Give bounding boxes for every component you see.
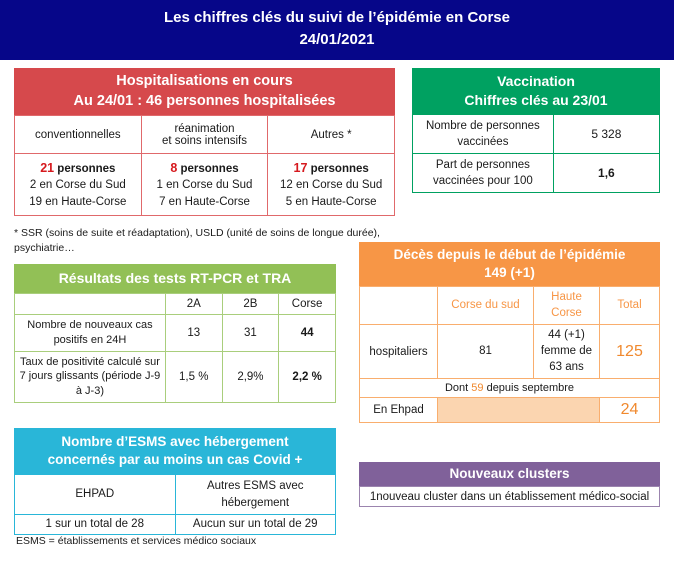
deces-hospitaliers-haute-corse: 44 (+1) femme de 63 ans xyxy=(534,325,600,379)
deces-col-corse-du-sud: Corse du sud xyxy=(438,287,534,325)
table-row xyxy=(15,475,336,514)
deces-hospitaliers-corse-du-sud: 81 xyxy=(438,325,534,379)
tests-title: Résultats des tests RT-PCR et TRA xyxy=(14,264,336,293)
tests-card xyxy=(14,264,336,403)
vaccination-label-count: Nombre de personnes vaccinées xyxy=(413,114,554,153)
hosp-col-label-2: et soins intensifs xyxy=(161,134,247,147)
hosp-detail-2: 19 en Haute-Corse xyxy=(29,195,127,208)
deces-row-label-hospitaliers: hospitaliers xyxy=(360,325,438,379)
vaccination-label-rate: Part de personnes vaccinées pour 100 xyxy=(413,153,554,192)
hosp-cell-reanimation xyxy=(141,154,268,216)
hosp-cell-autres xyxy=(268,154,395,216)
page-banner xyxy=(0,0,674,60)
table-row xyxy=(360,325,660,379)
tests-col-blank xyxy=(15,293,166,314)
tests-positivity-2b: 2,9% xyxy=(222,351,279,403)
vaccination-table xyxy=(412,114,660,193)
hosp-col-label: réanimation xyxy=(174,122,235,135)
deces-row-label-ehpad: En Ehpad xyxy=(360,398,438,423)
esms-table xyxy=(14,474,336,534)
vaccination-value-count: 5 328 xyxy=(553,114,659,153)
vaccination-value-rate: 1,6 xyxy=(553,153,659,192)
vaccination-header xyxy=(412,68,660,114)
table-row xyxy=(15,314,336,351)
hosp-count-unit: personnes xyxy=(180,162,239,175)
page-title: Les chiffres clés du suivi de l’épidémie en Corse xyxy=(164,9,510,26)
deces-ehpad-empty-cell xyxy=(438,398,600,423)
deces-header xyxy=(359,242,660,286)
hosp-count: 8 xyxy=(170,160,178,175)
table-row xyxy=(15,351,336,403)
esms-value-autres: Aucun sur un total de 29 xyxy=(175,514,336,534)
deces-note-value: 59 xyxy=(471,382,484,395)
deces-table xyxy=(359,286,660,423)
esms-col-autres: Autres ESMS avec hébergement xyxy=(175,475,336,514)
vaccination-subtitle: Chiffres clés au 23/01 xyxy=(464,91,608,108)
esms-title: Nombre d’ESMS avec hébergement xyxy=(61,434,289,449)
page-date: 24/01/2021 xyxy=(299,30,375,48)
hosp-count-unit: personnes xyxy=(57,162,116,175)
hosp-detail-1: 12 en Corse du Sud xyxy=(280,179,383,192)
vaccination-title: Vaccination xyxy=(497,73,575,89)
table-row xyxy=(15,154,395,216)
hospitalisations-table xyxy=(14,115,395,216)
deces-title: Décès depuis le début de l’épidémie xyxy=(393,247,626,262)
tests-newcases-2b: 31 xyxy=(222,314,279,351)
hospitalisations-footnote: * SSR (soins de suite et réadaptation), USLD (unité de soins de longue durée), psychiatrie… xyxy=(14,227,380,254)
deces-col-blank xyxy=(360,287,438,325)
tests-col-2b: 2B xyxy=(222,293,279,314)
esms-col-ehpad: EHPAD xyxy=(15,475,176,514)
table-row xyxy=(360,379,660,398)
hosp-count: 17 xyxy=(293,160,308,175)
hosp-col-autres xyxy=(268,116,395,154)
table-row xyxy=(360,398,660,423)
hosp-col-label: Autres * xyxy=(310,128,352,141)
clusters-title: Nouveaux clusters xyxy=(359,462,660,486)
deces-ehpad-total: 24 xyxy=(600,398,660,423)
table-row xyxy=(15,116,395,154)
tests-positivity-2a: 1,5 % xyxy=(165,351,222,403)
hosp-detail-2: 7 en Haute-Corse xyxy=(159,195,250,208)
deces-note-suffix: depuis septembre xyxy=(483,382,575,395)
tests-row-label-positivity: Taux de positivité calculé sur 7 jours glissants (période J-9 à J-3) xyxy=(15,351,166,403)
table-row xyxy=(360,287,660,325)
hosp-count-unit: personnes xyxy=(310,162,369,175)
table-row xyxy=(413,153,660,192)
hosp-detail-1: 2 en Corse du Sud xyxy=(29,179,126,192)
esms-header xyxy=(14,428,336,474)
hosp-detail-1: 1 en Corse du Sud xyxy=(156,179,253,192)
hospitalisations-subtitle: Au 24/01 : 46 personnes hospitalisées xyxy=(73,92,336,109)
hosp-cell-conventionnelles xyxy=(15,154,142,216)
hosp-col-reanimation xyxy=(141,116,268,154)
clusters-card xyxy=(359,462,660,507)
hosp-count-line xyxy=(144,159,266,178)
esms-footnote: ESMS = établissements et services médico sociaux xyxy=(16,535,257,547)
deces-hospitaliers-total: 125 xyxy=(600,325,660,379)
tests-table xyxy=(14,293,336,403)
esms-card xyxy=(14,428,336,535)
deces-total-count: 149 (+1) xyxy=(484,265,535,281)
hosp-col-conventionnelles xyxy=(15,116,142,154)
hosp-detail-2: 5 en Haute-Corse xyxy=(285,195,377,208)
deces-col-haute-corse: Haute Corse xyxy=(534,287,600,325)
hospitalisations-title: Hospitalisations en cours xyxy=(116,73,293,89)
hosp-count-line xyxy=(270,159,392,178)
clusters-table xyxy=(359,486,660,507)
table-row xyxy=(15,293,336,314)
tests-newcases-corse: 44 xyxy=(279,314,336,351)
tests-newcases-2a: 13 xyxy=(165,314,222,351)
tests-col-2a: 2A xyxy=(165,293,222,314)
deces-september-note xyxy=(360,379,660,398)
hosp-count-line xyxy=(17,159,139,178)
hosp-col-label: conventionnelles xyxy=(34,128,121,141)
deces-col-total: Total xyxy=(600,287,660,325)
deces-card xyxy=(359,242,660,423)
clusters-value: 1nouveau cluster dans un établissement médico-social xyxy=(360,487,660,507)
hospitalisations-header xyxy=(14,68,395,115)
tests-col-corse: Corse xyxy=(279,293,336,314)
hosp-count: 21 xyxy=(40,160,55,175)
tests-row-label-newcases: Nombre de nouveaux cas positifs en 24H xyxy=(15,314,166,351)
table-row xyxy=(15,514,336,534)
vaccination-card xyxy=(412,68,660,193)
table-row xyxy=(413,114,660,153)
table-row xyxy=(360,487,660,507)
hospitalisations-card xyxy=(14,68,395,216)
deces-note-prefix: Dont xyxy=(444,382,472,395)
tests-positivity-corse: 2,2 % xyxy=(279,351,336,403)
esms-value-ehpad: 1 sur un total de 28 xyxy=(15,514,176,534)
esms-subtitle: concernés par au moins un cas Covid + xyxy=(47,452,303,468)
